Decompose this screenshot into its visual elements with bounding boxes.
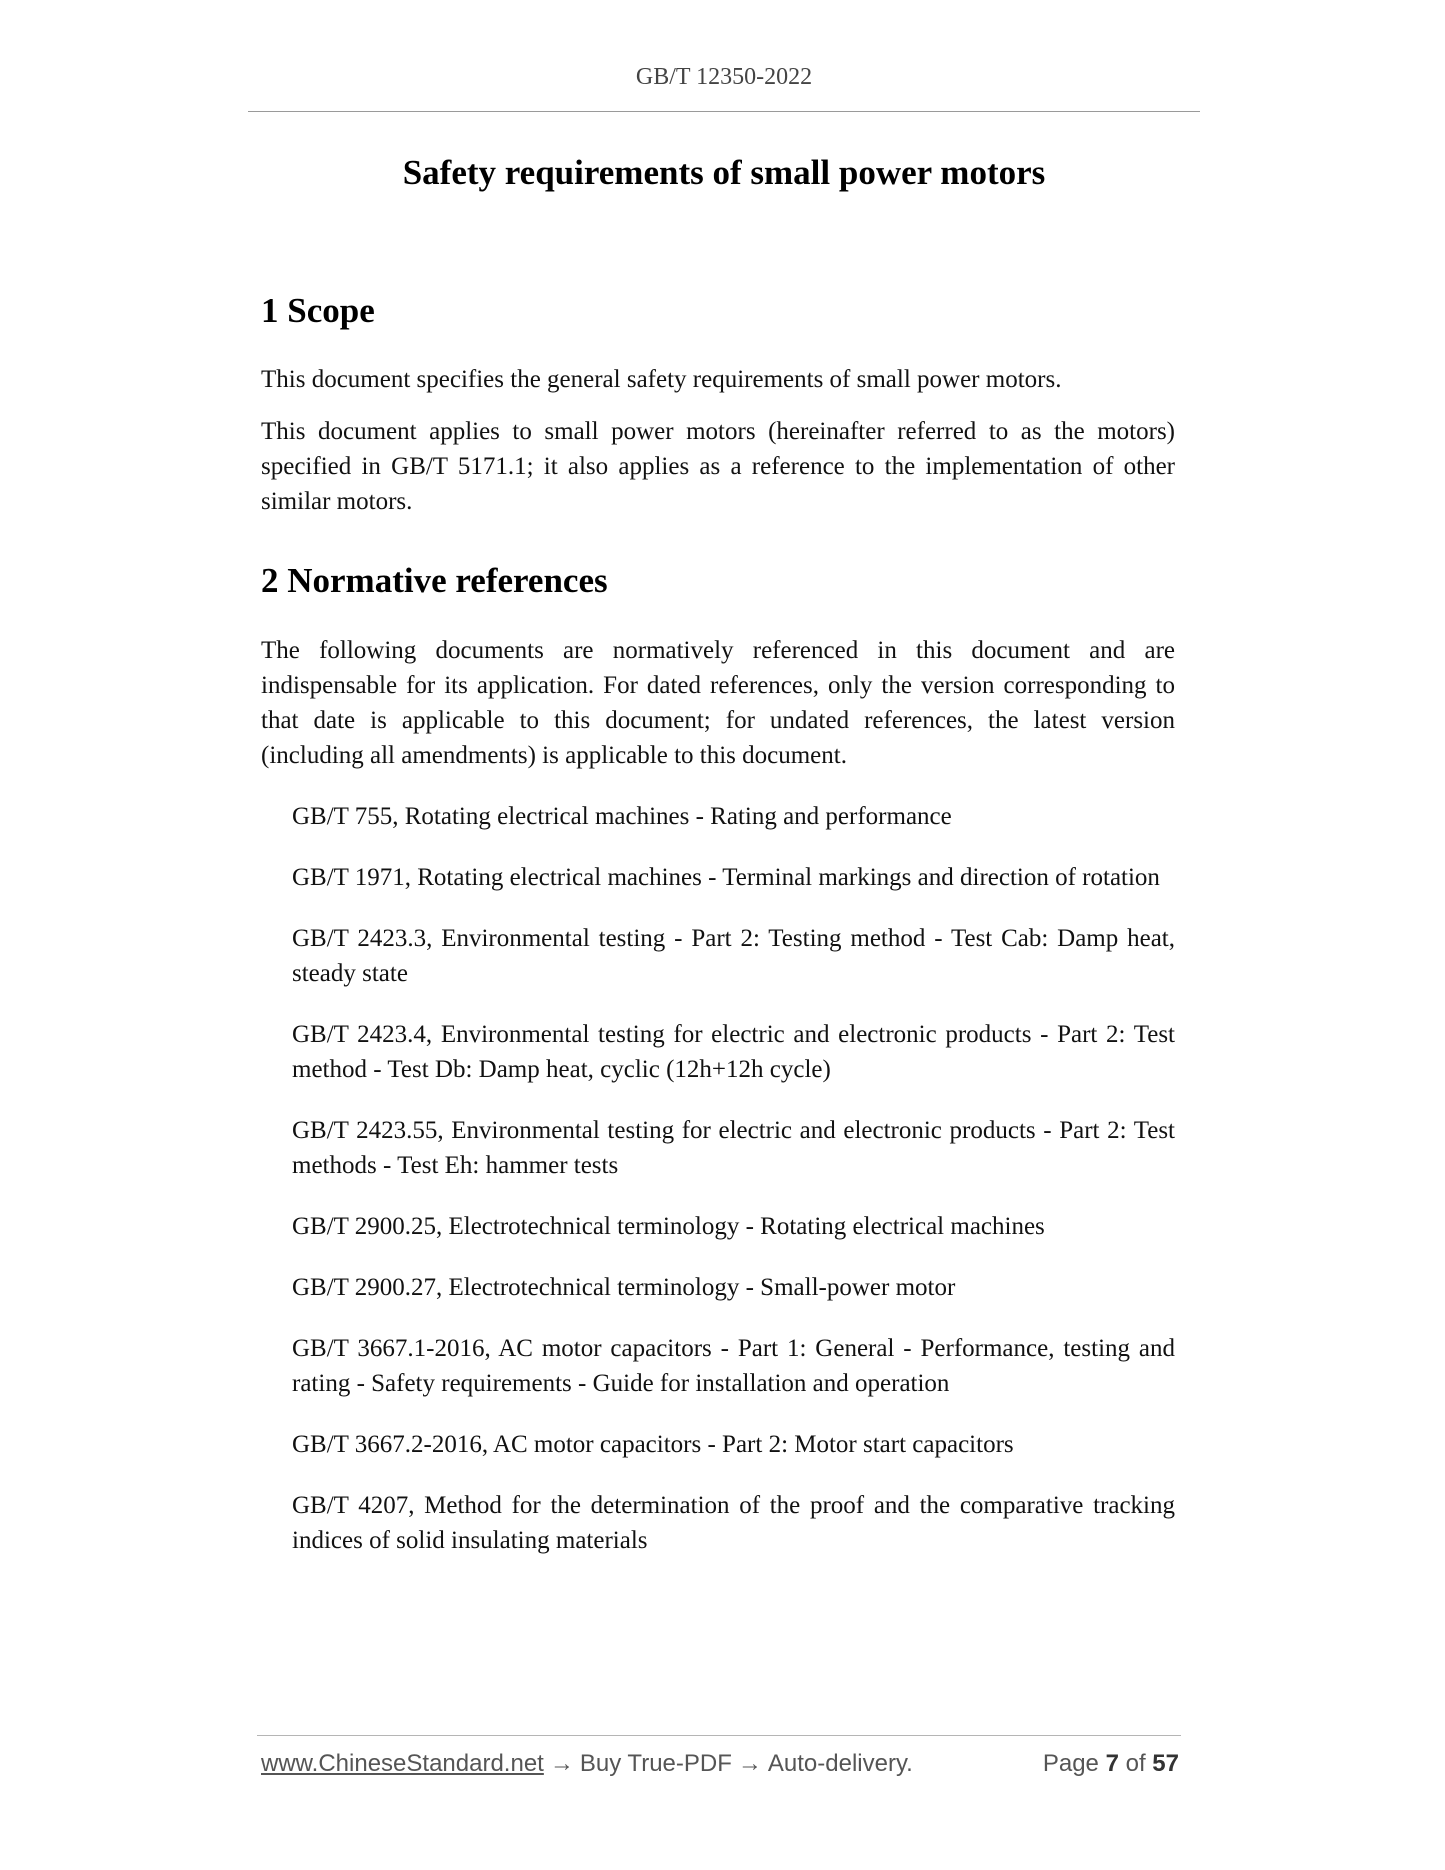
reference-item: GB/T 2900.25, Electrotechnical terminology - Rotating electrical machines <box>292 1213 1045 1240</box>
page-label: Page <box>1042 1750 1099 1777</box>
section-heading-scope: 1 Scope <box>261 291 375 330</box>
section-heading-normative-references: 2 Normative references <box>261 561 608 600</box>
buy-pdf-text: Buy True-PDF <box>579 1750 732 1777</box>
arrow-right-icon: → <box>549 1750 574 1777</box>
reference-item: GB/T 4207, Method for the determination of the proof and the comparative tracking indices of solid insulating materials <box>292 1492 1175 1554</box>
arrow-right-icon: → <box>737 1750 762 1777</box>
reference-item: GB/T 755, Rotating electrical machines - Rating and performance <box>292 803 952 830</box>
running-header: GB/T 12350-2022 <box>635 64 813 90</box>
document-title: Safety requirements of small power motors <box>402 153 1046 192</box>
paragraph: This document applies to small power motors (hereinafter referred to as the motors) specified in GB/T 5171.1; it also applies as a reference to the implementation of other similar motors. <box>261 418 1175 515</box>
paragraph: The following documents are normatively referenced in this document and are indispensable for its application. For dated references, only the version corresponding to that date is applicable to this document; for undated references, the latest version (including all amendments) is applicable to this document. <box>261 637 1175 769</box>
reference-list <box>261 799 1175 1558</box>
footer-divider <box>257 1735 1181 1736</box>
document-body <box>261 289 1175 1584</box>
site-link[interactable]: www.ChineseStandard.net <box>261 1750 544 1777</box>
header-divider <box>248 111 1200 112</box>
reference-item: GB/T 1971, Rotating electrical machines - Terminal markings and direction of rotation <box>292 864 1160 891</box>
current-page-number: 7 <box>1105 1750 1119 1777</box>
footer-promo <box>261 1750 913 1778</box>
reference-item: GB/T 3667.1-2016, AC motor capacitors - Part 1: General - Performance, testing and rating - Safety requirements - Guide for installation and operation <box>292 1335 1175 1397</box>
reference-item: GB/T 2423.3, Environmental testing - Part 2: Testing method - Test Cab: Damp heat, steady state <box>292 925 1175 987</box>
reference-item: GB/T 2900.27, Electrotechnical terminology - Small-power motor <box>292 1274 956 1301</box>
reference-item: GB/T 3667.2-2016, AC motor capacitors - Part 2: Motor start capacitors <box>292 1431 1014 1458</box>
auto-delivery-text: Auto-delivery. <box>767 1750 913 1777</box>
total-page-count: 57 <box>1152 1750 1179 1777</box>
page-of-label: of <box>1125 1750 1146 1777</box>
reference-item: GB/T 2423.55, Environmental testing for electric and electronic products - Part 2: Test methods - Test Eh: hammer tests <box>292 1117 1175 1179</box>
reference-item: GB/T 2423.4, Environmental testing for electric and electronic products - Part 2: Test method - Test Db: Damp heat, cyclic (12h+12h cycle) <box>292 1021 1175 1083</box>
page-indicator <box>1043 1750 1179 1778</box>
paragraph: This document specifies the general safety requirements of small power motors. <box>261 366 1062 393</box>
